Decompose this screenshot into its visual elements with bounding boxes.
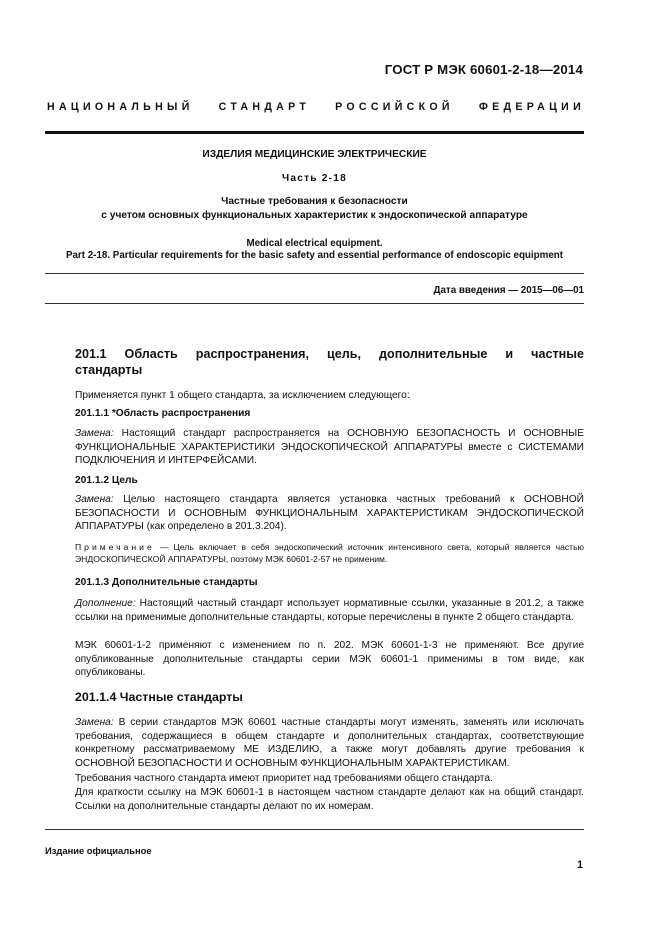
section-201-1-heading: 201.1 Область распространения, цель, дополнительные и частные стандарты xyxy=(75,347,584,377)
title-divider xyxy=(45,273,584,274)
replacement-label: Замена: xyxy=(75,494,114,505)
document-code: ГОСТ Р МЭК 60601-2-18—2014 xyxy=(384,62,583,77)
english-title-line2: Part 2-18. Particular requirements for the basic safety and essential performance of endoscopic equipment xyxy=(65,250,564,261)
section-201-1-4-heading: 201.1.4 Частные стандарты xyxy=(75,690,243,704)
section-201-1-3-heading: 201.1.3 Дополнительные стандарты xyxy=(75,577,258,588)
national-standard-heading: НАЦИОНАЛЬНЫЙ СТАНДАРТ РОССИЙСКОЙ ФЕДЕРАЦИИ xyxy=(47,101,585,113)
section-201-1-2-paragraph xyxy=(75,493,584,534)
official-edition-label: Издание официальное xyxy=(45,845,152,856)
section-201-1-2-text: Целью настоящего стандарта является установка частных требований к ОСНОВНОЙ БЕЗОПАСНОСТИ И ОСНОВНЫМ ФУНКЦИОНАЛЬНЫМ ХАРАКТЕРИСТИКАМ ЭНДОСКОПИЧЕСКОЙ АППАРАТУРЫ (как определено в 201.3.204). xyxy=(75,494,584,533)
replacement-label: Замена: xyxy=(75,428,114,439)
section-201-1-3-text2: МЭК 60601-1-2 применяют с изменением по п. 202. МЭК 60601-1-3 не применяют. Все другие опубликованные дополнительные стандарты серии МЭК 60601-1 применимы в том виде, как опубликованы. xyxy=(75,640,584,679)
section-201-1-1-text: Настоящий стандарт распространяется на ОСНОВНУЮ БЕЗОПАСНОСТЬ И ОСНОВНЫЕ ФУНКЦИОНАЛЬНЫЕ ХАРАКТЕРИСТИКИ ЭНДОСКОПИЧЕСКОЙ АППАРАТУРЫ вместе с СИСТЕМАМИ ПОДКЛЮЧЕНИЯ И ИНТЕРФЕЙСАМИ. xyxy=(75,428,584,467)
section-201-1-4-text2: Требования частного стандарта имеют приоритет над требованиями общего стандарта. xyxy=(75,773,493,784)
addition-label: Дополнение: xyxy=(75,598,136,609)
note-paragraph xyxy=(75,541,584,565)
section-201-1-3-text: Настоящий частный стандарт использует нормативные ссылки, указанные в 201.2, а также ссылки на применимые дополнительные стандарты, которые перечислены в пункте 2 общего стандарта. xyxy=(75,598,584,623)
header-divider xyxy=(45,131,584,134)
note-text: — Цель включает в себя эндоскопический источник интенсивного света, который является частью ЭНДОСКОПИЧЕСКОЙ АППАРАТУРЫ, поэтому МЭК 60601-2-57 не применим. xyxy=(75,542,584,564)
document-subtitle-line2: с учетом основных функциональных характеристик к эндоскопической аппаратуре xyxy=(101,210,528,221)
date-divider xyxy=(45,303,584,304)
english-title-line1: Medical electrical equipment. xyxy=(246,238,383,249)
replacement-label: Замена: xyxy=(75,717,114,728)
footer-divider xyxy=(45,829,584,830)
document-subtitle-line1: Частные требования к безопасности xyxy=(221,196,408,207)
section-201-1-2-heading: 201.1.2 Цель xyxy=(75,475,138,486)
introduction-date: Дата введения — 2015—06—01 xyxy=(433,285,584,296)
section-201-1-1-paragraph xyxy=(75,427,584,468)
document-title: ИЗДЕЛИЯ МЕДИЦИНСКИЕ ЭЛЕКТРИЧЕСКИЕ xyxy=(202,149,427,160)
section-201-1-text: Применяется пункт 1 общего стандарта, за исключением следующего: xyxy=(75,390,410,401)
note-label: Примечание xyxy=(75,542,155,552)
document-part: Часть 2-18 xyxy=(282,173,347,184)
section-201-1-3-paragraph xyxy=(75,597,584,624)
section-201-1-1-heading: 201.1.1 *Область распространения xyxy=(75,408,251,419)
section-201-1-4-text: В серии стандартов МЭК 60601 частные стандарты могут изменять, заменять или исключать требования, содержащиеся в общем стандарте и дополнительных стандартах, соответствующие конкретному рассматриваемому МЕ ИЗДЕЛИЮ, а также могут добавлять другие требования к ОСНОВНОЙ БЕЗОПАСНОСТИ И ОСНОВНЫМ ФУНКЦИОНАЛЬНЫМ ХАРАКТЕРИСТИКАМ. xyxy=(75,717,584,769)
page-number: 1 xyxy=(577,859,583,871)
section-201-1-4-text3: Для краткости ссылку на МЭК 60601-1 в настоящем частном стандарте делают как на общий стандарт. Ссылки на дополнительные стандарты делают по их номерам. xyxy=(75,787,584,812)
section-201-1-4-paragraph xyxy=(75,716,584,770)
